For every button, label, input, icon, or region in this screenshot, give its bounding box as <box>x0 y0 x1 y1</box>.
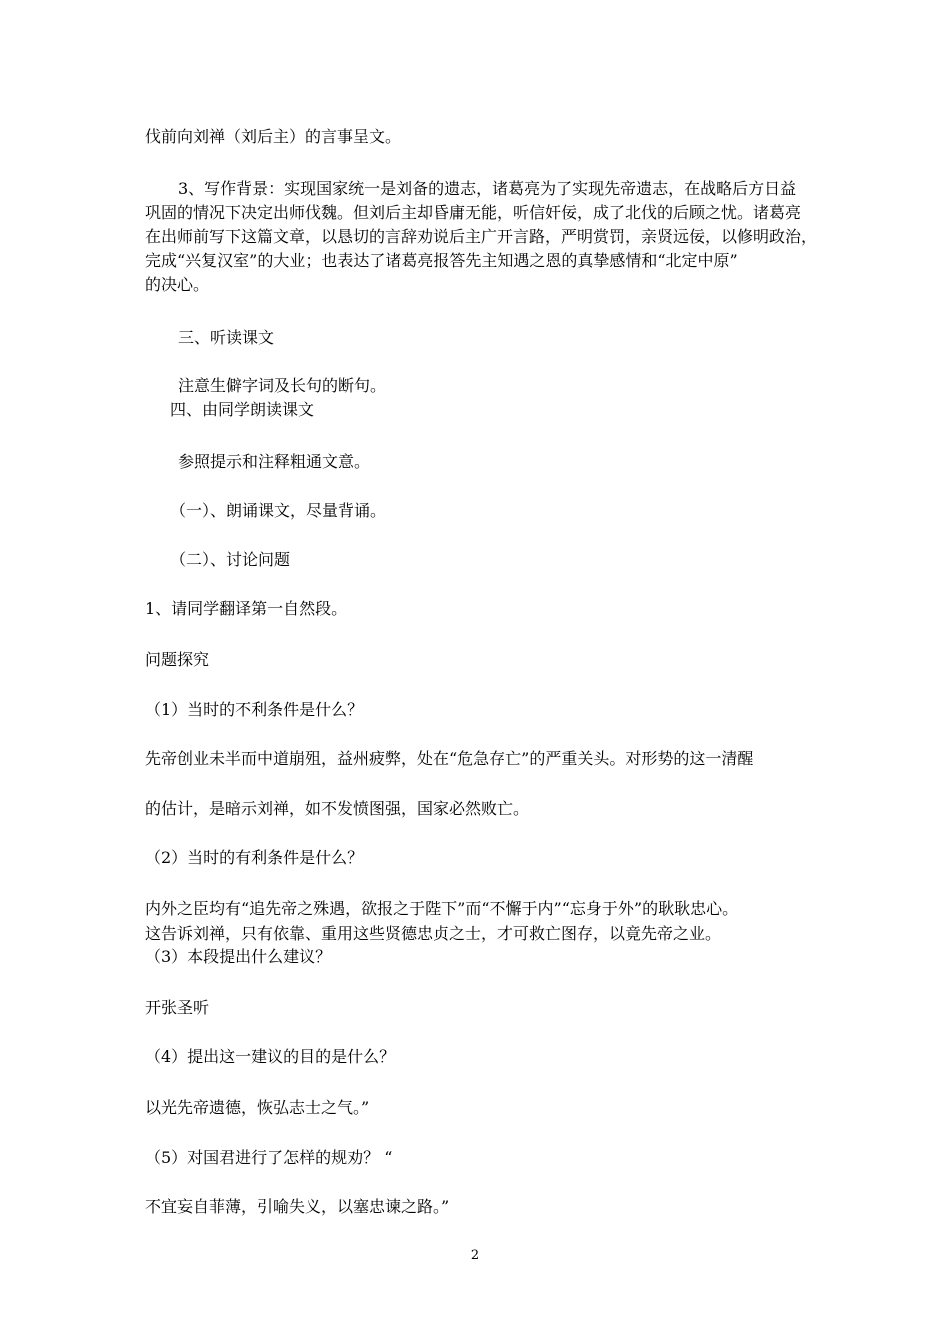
background-line-4: 完成“兴复汉室”的大业；也表达了诸葛亮报答先主知遇之恩的真挚感情和“北定中原” <box>145 251 738 270</box>
answer-line: 这告诉刘禅，只有依靠、重用这些贤德忠贞之士，才可救亡图存，以竟先帝之业。 <box>145 924 722 943</box>
subsection-heading-2: （二）、讨论问题 <box>170 550 291 569</box>
answer-line: 先帝创业未半而中道崩殂，益州疲弊，处在“危急存亡”的严重关头。对形势的这一清醒 <box>145 749 754 768</box>
background-line-1: 3、写作背景：实现国家统一是刘备的遗志，诸葛亮为了实现先帝遗志，在战略后方日益 <box>178 179 797 198</box>
background-line-3: 在出师前写下这篇文章，以恳切的言辞劝说后主广开言路，严明赏罚，亲贤远佞，以修明政治， <box>145 227 818 246</box>
page-number: 2 <box>470 1248 480 1263</box>
question-line: （5）对国君进行了怎样的规劝？ “ <box>145 1148 393 1167</box>
background-line-2: 巩固的情况下决定出师伐魏。但刘后主却昏庸无能，听信奸佞，成了北伐的后顾之忧。诸葛亮 <box>145 203 802 222</box>
question-line: （1）当时的不利条件是什么？ <box>145 700 364 719</box>
text-line: 参照提示和注释粗通文意。 <box>178 452 371 471</box>
question-line: （3）本段提出什么建议？ <box>145 947 332 966</box>
answer-line: 开张圣听 <box>145 998 210 1017</box>
text-line-cont: 伐前向刘禅（刘后主）的言事呈文。 <box>145 127 402 146</box>
background-paragraph <box>145 177 820 297</box>
section-heading-4: 四、由同学朗读课文 <box>170 400 315 419</box>
subsection-heading-1: （一）、朗诵课文，尽量背诵。 <box>170 501 387 520</box>
section-heading-3: 三、听读课文 <box>178 328 275 347</box>
heading-question-explore: 问题探究 <box>145 650 210 669</box>
answer-line: 以光先帝遗德，恢弘志士之气。” <box>145 1098 370 1117</box>
question-line: （4）提出这一建议的目的是什么？ <box>145 1047 396 1066</box>
answer-line: 不宜妄自菲薄，引喻失义，以塞忠谏之路。” <box>145 1197 450 1216</box>
answer-line: 内外之臣均有“追先帝之殊遇，欲报之于陛下”而“不懈于内”“忘身于外”的耿耿忠心。 <box>145 899 739 918</box>
question-line: （2）当时的有利条件是什么？ <box>145 848 364 867</box>
text-line: 注意生僻字词及长句的断句。 <box>178 376 387 395</box>
answer-line: 的估计，是暗示刘禅，如不发愤图强，国家必然败亡。 <box>145 799 530 818</box>
background-line-5: 的决心。 <box>145 275 210 294</box>
question-line: 1、请同学翻译第一自然段。 <box>145 599 348 618</box>
